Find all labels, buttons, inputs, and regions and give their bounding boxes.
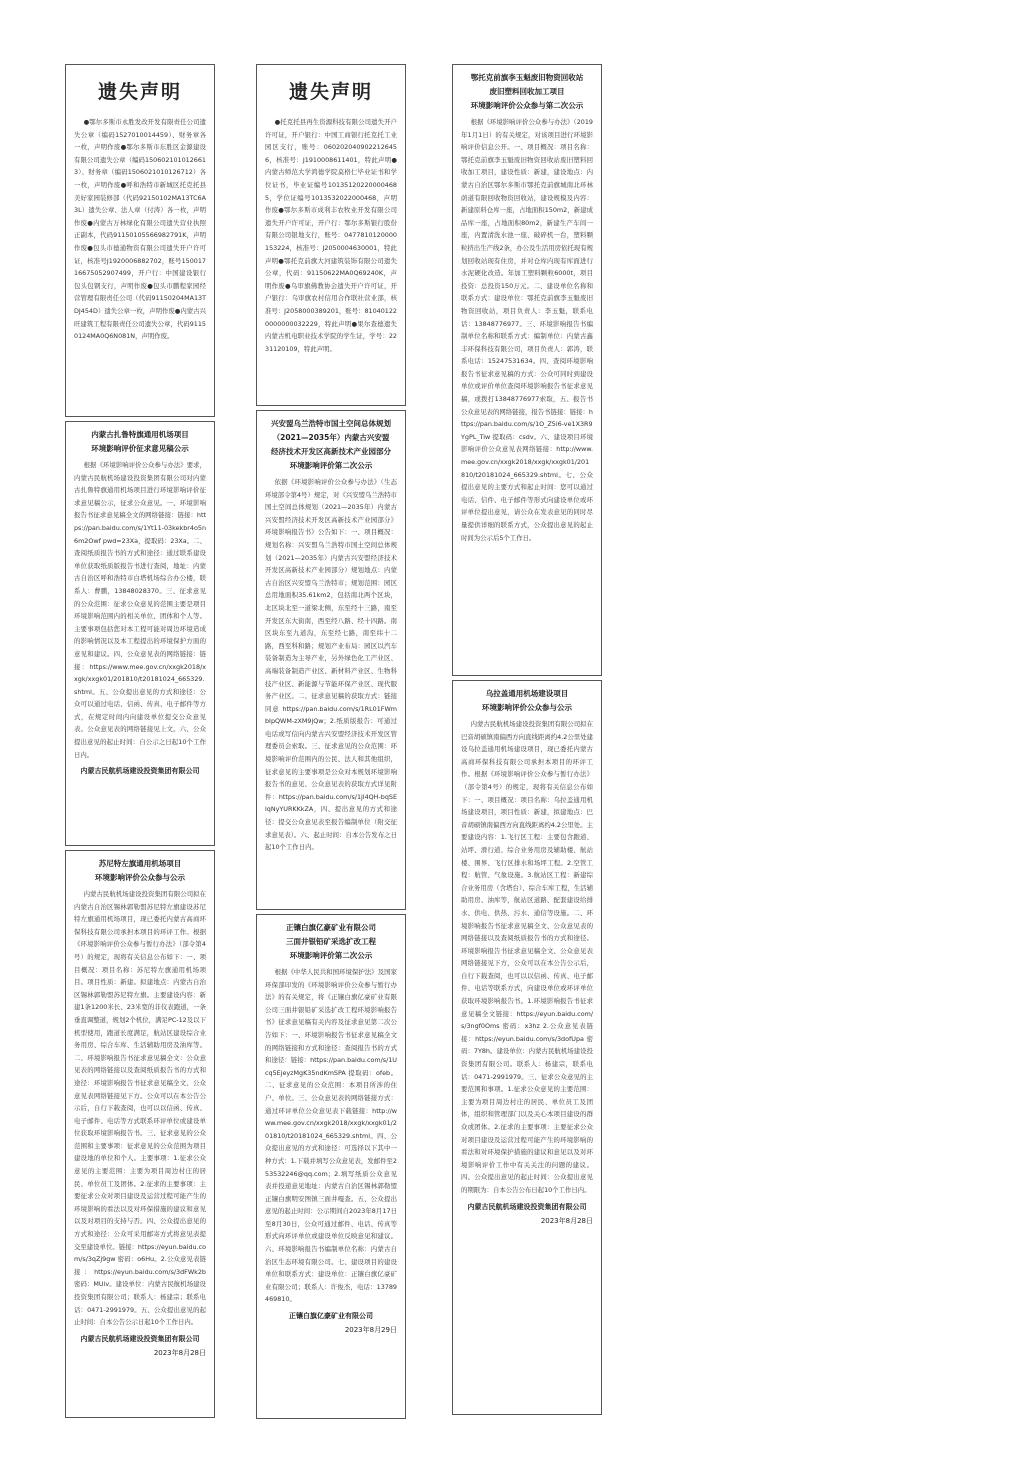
ulanhot-planning-notice (256, 410, 406, 910)
notice-body: 内蒙古民航机场建设投资集团有限公司拟在巴音胡硕镇南偏西方向直线距离约4.2公里处建设乌拉盖通用机场建设项目，现已委托内蒙古高商环保科技有限公司承担本项目的环评工作。根据《环境影响评价公众参与暂行办法》（部令第4号）的规定，现将有关信息公布如下：一、项目概况：项目名称：乌拉盖通用机场建设项目，项目性质：新建，拟建地点：巴音胡硕镇南偏西方向直线距离约4.2公里处。主要建设内容：1.飞行区工程：主要包含跑道、站坪、滑行道、综合业务用房及辅助楼、航站楼、围界、飞行区排水和场坪工程。2.空管工程：航管、气象设施。3.航站区工程：新建综合业务用房（含塔台）、综合车库工程，生活辅助用房、油库等，航站区道路、配套建设给排水、供电、供热、污水、通信等设施。二、环境影响报告书征求意见稿全文、公众意见表的网络链接以及查阅纸质报告书的方式和途径。环境影响报告书征求意见稿全文、公众意见表网络链接见下方，公众可以在本公告公示后，自行下载查阅，也可以以信函、传真、电子邮件、电话等联系方式，向建设单位或环评单位获取环境影响报告书。1.环境影响报告书征求意见稿全文链接：https://eyun.baidu.com/s/3ngf0Oms 密码：x3hz 2.公众意见表链接：https://eyun.baidu.com/s/3dofUpa 密码：7Y8h。建设单位：内蒙古民航机场建设投资集团有限公司。联系人：杨建宗，联系电话：0471-2991979。三、征求公众意见的主要范围和事项。1.征求公众意见的主要范围：主要为项目周边村庄的居民、单位员工及团体，组织和管理部门以及关心本项目建设的群众或团体。2.征求的主要事项：主要征求公众对项目建设及运营过程可能产生的环境影响的看法和对环境保护措施的建议和意见以及对环境影响评价工作中有关关注的问题的建议。四、公众提出意见的起止时间：公众提出意见的期限为：自本公告公布日起10个工作日内。 (461, 720, 593, 1194)
yihao-mining-notice (256, 914, 406, 1419)
notice-signature: 正镶白旗亿豪矿业有限公司 (289, 1312, 373, 1321)
notice-title: 正镶白旗亿豪矿业有限公司 三面井银铅矿采选扩改工程 环境影响评价第二次公示 (286, 923, 376, 960)
notice-title: 鄂托克前旗李玉魁废旧物资回收站 废旧塑料回收加工项目 环境影响评价公众参与第二次公示 (470, 73, 584, 110)
notice-body: 根据《环境影响评价公众参与办法》要求，内蒙古民航机场建设投资集团有限公司对内蒙古扎鲁特旗通用机场项目进行环境影响评价征求意见稿公示，征求公众意见。一、环境影响报告书征求意见稿全文的网络链接：链接：https://pan.baidu.com/s/1Yt11-03kekbr4o5n6m2Owf pwd=23Xa，提取码：23Xa。二、查阅纸质报告书的方式和途径：通过联系建设单位获取纸质版报告书进行查阅，地址：内蒙古自治区呼和浩特市白塔机场综合办公楼，联系人：曹鹏，13848028370。三、征求意见的公众范围：征求公众意见的范围主要是项目环境影响范围内的相关单位、团体和个人等。主要事项包括您对本工程可能对周边环境造成的影响情况以及本工程提出的环境保护方面的意见和建议。四、公众意见表的网络链接：链接：https://www.mee.gov.cn/xxgk2018/xxgk/xxgk01/201810/t20181024_665329.shtml。五、公众提出意见的方式和途径：公众可以通过电话、信函、传真、电子邮件等方式，在规定时间内向建设单位提交公众意见表。公众意见表的网络链接见上文。六、公众提出意见的起止时间：自公示之日起10个工作日内。 (74, 461, 206, 759)
notice-body: 内蒙古民航机场建设投资集团有限公司拟在内蒙古自治区锡林郭勒盟苏尼特左旗建设苏尼特左旗通用机场项目，现已委托内蒙古高商环保科技有限公司承担本项目的环评工作。根据《环境影响评价公众参与暂行办法》（部令第4号）的规定，现将有关信息公布如下：一、项目概况：项目名称：苏尼特左旗通用机场项目。项目性质：新建。拟建地点：内蒙古自治区锡林郭勒盟苏尼特左旗。主要建设内容：新建1条1200米长、23米宽的非仪表跑道，一条垂直调整道，规划2个机位，满足PC-12及以下机型使用，跑道长度满足，航站区建设综合业务用房、综合车库、生活辅助用房及油库等。二、环境影响报告书征求意见稿全文：公众意见表的网络链接以及查阅纸质报告书的方式和途径：环境影响报告书征求意见稿全文、公众意见表网络链接见下方。公众可以在本公告公示后，自行下载查阅，也可以以信函、传真、电子邮件、电话等方式联系环评单位或建设单位获取环境影响报告书。三、征求意见的公众范围和主要事项：征求意见的公众范围为项目建设地的单位和个人。主要事项：1.征求公众意见的主要范围：主要为项目周边村庄的居民、单位员工及团体。2.征求的主要事项：主要征求公众对项目建设及运营过程可能产生的环境影响的看法以及对环保措施的建议和意见以及对项目的支持与否。四、公众提出意见的方式和途径：公众可采用邮寄方式将意见表提交至建设单位。链接：https://eyun.baidu.com/s/3qZj9gw 密码：o6Hu。2.公众意见表链接：https://eyun.baidu.com/s/3dFWk2b 密码：MUiv。建设单位：内蒙古民航机场建设投资集团有限公司；联系人：杨建宗；联系电话：0471-2991979。五、公众提出意见的起止时间：自本公告公示日起10个工作日内。 (74, 890, 206, 1327)
notice-date: 2023年8月28日 (540, 1216, 593, 1225)
notice-title: 乌拉盖通用机场建设项目 环境影响评价公众参与公示 (482, 689, 572, 712)
notice-body: 根据《中华人民共和国环境保护法》及国家环保部印发的《环境影响评价公众参与暂行办法》的有关规定，将《正镶白旗亿豪矿业有限公司三面井银铅矿采选扩改工程环境影响报告书》征求意见稿有关内容及征求意见第二次公告如下：一、环境影响报告书征求意见稿全文的网络链接和方式和途径：查阅报告书的方式和途径：链接：https://pan.baidu.com/s/1Ucq5EjeyzMgK35ndKmSPA 提取码：ofeb。二、征求意见的公众范围：本项目所涉的住户、单位。三、公众意见表的网络链接方式：通过环评单位公众意见表下载链接：http://www.mee.gov.cn/xxgk2018/xxgk/xxgk01/201810/t20181024_665329.shtml。四、公众提出意见的方式和途径：可选择以下其中一种方式：1.下载并填写公众意见表，发邮件至253532246@qq.com；2.填写纸质公众意见表并投递意见地址：内蒙古自治区锡林郭勒盟正镶白旗明安图镇三面井嘎查。五、公众提出意见的起止时间：公示期间自2023年8月17日至8月30日，公众可通过邮件、电话、传真等形式向环评单位或建设单位反映意见和建议。六、环境影响报告书编制单位名称：内蒙古自治区生态环境有限公司。七、建设项目的建设单位和联系方式：建设单位：正镶白旗亿豪矿业有限公司；联系人：许俊杰，电话：13789469810。 (265, 968, 397, 1304)
zarut-airport-notice (65, 421, 215, 846)
notice-signature: 内蒙古民航机场建设投资集团有限公司 (467, 1202, 587, 1211)
column-3 (452, 64, 602, 1419)
notice-body: 依据《环境影响评价公众参与办法》（生态环境部令第4号）规定，对《兴安盟乌兰浩特市国土空间总体规划（2021—2035年）内蒙古兴安盟经济技术开发区高新技术产业园部分》环境影响报告书》公告如下：一、项目概况：规划名称：兴安盟乌兰浩特市国土空间总体规划（2021—2035年）内蒙古兴安盟经济技术开发区高新技术产业园部分）规划地点：内蒙古自治区兴安盟乌兰浩特市；规划范围：园区总用地面积35.61km2，包括南北两个区块，北区块北至一道梁北侧，东至经十三路，南至开发区东大街南，西至经八路、经十四路。南区块东至九道沟，东至经七路，南至纬十二路，西至科和路；规划产业布局：园区以汽车装备制造为主导产业，另外绿色化工产业区、高端装备制造产业区、新材料产业区、生物科技产业区、新能源与节能环保产业区、现代服务产业区。二、征求意见稿的获取方式：链接同意 https://pan.baidu.com/s/1RL01FWmbIpQWM-zXM9jQw；2.纸质版报告：可通过电话或写信向内蒙古兴安盟经济技术开发区管理委员会索取。三、征求意见的公众范围：环境影响评价范围内的公民、法人和其他组织，征求意见的主要事项是公众对本规划环境影响报告书的意见、公众意见表的获取方式详见附件：https://pan.baidu.com/s/1jl4QH-bqSElqNyYURKKkZA，四、提出意见的方式和途径：提交公众意见表至报告编制单位（附交征求意见表）。六、起止时间：自本公告发布之日起10个工作日内。 (265, 478, 397, 852)
lost-statement-notice-2 (256, 64, 406, 406)
notice-body: 根据《环境影响评价公众参与办法》（2019年1月1日）的有关规定，对该项目进行环境影响评价信息公开。一、项目概况：项目名称：鄂托克前旗李玉魁废旧物资回收站废旧塑料回收加工项目，建设性质：新建，建设地点：内蒙古自治区鄂尔多斯市鄂托克前旗城南北环林荫道有限回收物资回收站，建设规模及内容：新建原料仓库一座，占地面积150m2，新建成品库一座，占地面积80m2，新建生产车间一座，内置清洗水池一座、破碎机一台，塑料颗粒挤出生产线2条，办公及生活用房依托现有规划回收站现有住房，并对仓库内现有库面进行水泥硬化改造。年加工塑料颗粒6000t，项目投资：总投资150万元。二、建设单位名称和联系方式：建设单位：鄂托克前旗李玉魁废旧物资回收站，项目负责人：李玉魁，联系电话：13848776977。三、环境影响报告书编制单位名称和联系方式：编制单位：内蒙古鑫丰环保科技有限公司，项目负责人：郭涛，联系电话：15247531634。四、查阅环境影响报告书征求意见稿的方式：公众可同时到建设单位或评价单位查阅环境影响报告书征求意见稿，或拨打13848776977索取，五、报告书公众意见表的网络链接，报告书链接：链接：https://pan.baidu.com/s/1O_Z5i6-ve1X3R9YgPL_Tiw 提取码：csdv。六、建设项目环境影响评价公众意见表网络链接：http://www.mee.gov.cn/xxgk2018/xxgk/xxgk01/201810/t20181024_665329.shtml。七、公众提出意见的主要方式和起止时间：您可以通过电话、信件、电子邮件等形式向建设单位或环评单位提出意见，请公众在发表意见的同时尽量提供详细的联系方式，公众提出意见的起止时间为公示后5个工作日。 (461, 118, 593, 542)
notice-date: 2023年8月29日 (344, 1326, 397, 1335)
notice-title: 兴安盟乌兰浩特市国土空间总体规划 （2021—2035年）内蒙古兴安盟 经济技术开发区高新技术产业园部分 环境影响评价第二次公示 (271, 419, 391, 470)
column-2 (256, 64, 406, 1423)
lost-statement-notice-1 (65, 64, 215, 417)
column-1 (65, 64, 215, 1422)
notice-signature: 内蒙古民航机场建设投资集团有限公司 (80, 1334, 200, 1343)
notice-title: 遗失声明 (97, 81, 182, 103)
sonid-left-airport-notice (65, 850, 215, 1418)
notice-body: ●鄂尔多斯市永胜发改开发有限责任公司遗失公章（编码1527010014459）、财务章各一枚，声明作废●鄂尔多斯市东胜区金源建设有限公司遗失公章（编码1506021010126613）、财务章（编码1506021010126712）各一枚，声明作废●呼和浩特市新城区托克托县美好家园装修部（代码92150102MA13TC6A3L）遗失公章、法人章（付涛）各一枚，声明作废●内蒙古万林绿化有限公司遗失营业执照正副本，代码91150105566982791K，声明作废●包头市德通物资有限公司遗失开户许可证，核准号J1920006882702，账号15001716675052907499，开户行：中国建设银行包头包钢支行，声明作废●包头市鹏程家园经营管理有限责任公司（代码91150204MA13TDJ454D）遗失公章一枚，声明作废●内蒙古兴旺建筑工程有限责任公司遗失公章，代码91150124MA0Q6N081N，声明作废。 (74, 118, 206, 341)
notice-title: 遗失声明 (288, 81, 373, 103)
notice-body: ●托克托县再生资源科技有限公司遗失开户许可证，开户银行：中国工商银行托克托工业园区支行，账号：0602020409022126456，核准号：J1910008611401，特此声明●内蒙古师范大学鸿德学院莫格仁毕业证书和学位证书，毕业证编号101351202200004685，学位证编号1013532022000468，声明作废●鄂尔多斯市成利丰农牧业开发有限公司遗失开户许可证，开户行：鄂尔多斯银行股份有限公司银地支行，账号：0477810120000153224，核准号：J2050004630001，特此声明●鄂托克前旗大河建筑装饰有限公司遗失公章，代码：91150622MA0Q69240K，声明作废●乌审旗佛教协会遗失开户许可证，开户银行：乌审旗农村信用合作联社营业部，核准号：J2058000389201，账号：810401220000000032229，特此声明●果尔查德遗失内蒙古机电职业技术学院的学生证，学号：2231120109，特此声明。 (265, 118, 398, 353)
ulagai-airport-notice (452, 680, 602, 1415)
notice-title: 内蒙古扎鲁特旗通用机场项目 环境影响评价征求意见稿公示 (91, 430, 189, 453)
notice-title: 苏尼特左旗通用机场项目 环境影响评价公众参与公示 (95, 859, 185, 882)
notice-date: 2023年8月28日 (153, 1348, 206, 1357)
notice-signature: 内蒙古民航机场建设投资集团有限公司 (80, 767, 200, 776)
plastic-recycling-notice (452, 64, 602, 676)
